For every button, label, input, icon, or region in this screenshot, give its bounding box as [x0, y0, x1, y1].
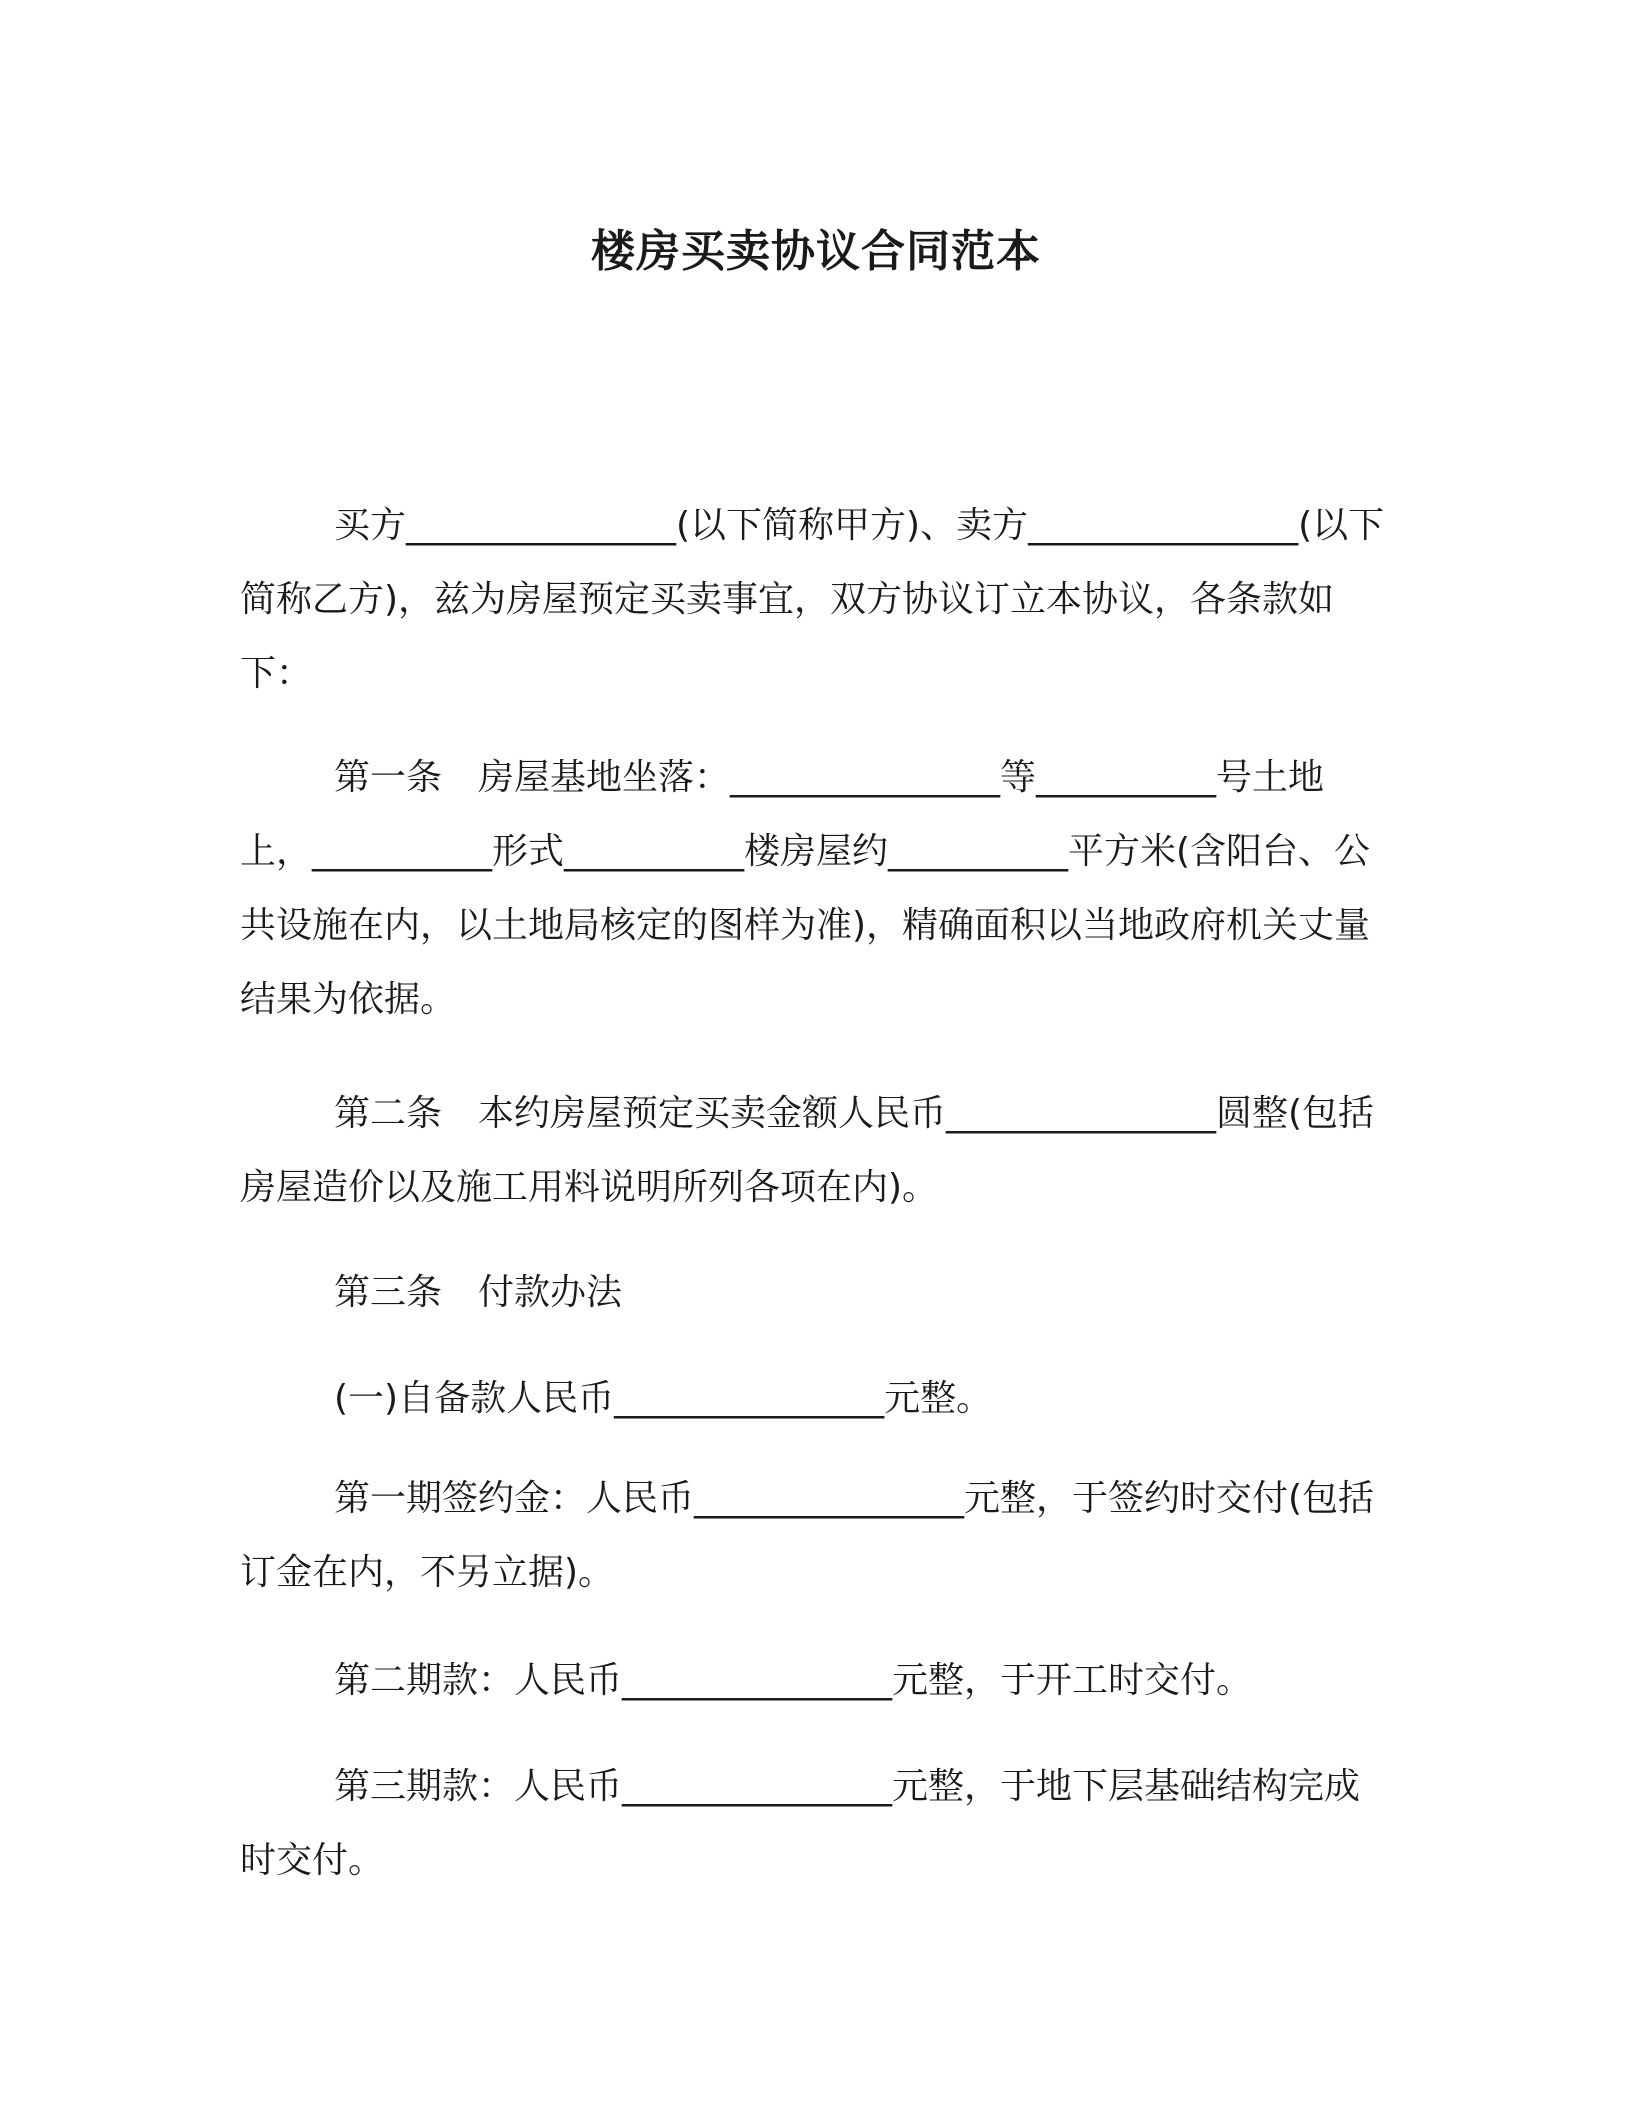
paragraph-article-2: 第二条 本约房屋预定买卖金额人民币_______________圆整(包括房屋造价以及施工用料说明所列各项在内)。 — [240, 1093, 1375, 1208]
paragraph-article-3-heading: 第三条 付款办法 — [334, 1272, 623, 1313]
paragraph-article-1: 第一条 房屋基地坐落：_______________等__________号土地上，__________形式__________楼房屋约__________平方米(含阳台、公共设施在内，以土地局核定的图样为准)，精确面积以当地政府机关丈量结果为依据。 — [240, 757, 1371, 1020]
paragraph-parties: 买方_______________(以下简称甲方)、卖方_______________(以下简称乙方)，兹为房屋预定买卖事宜，双方协议订立本协议，各条款如下： — [240, 505, 1385, 694]
document-title: 楼房买卖协议合同范本 — [591, 226, 1041, 277]
paragraph-self-funded: (一)自备款人民币_______________元整。 — [334, 1378, 993, 1419]
paragraph-installment-2: 第二期款：人民币_______________元整，于开工时交付。 — [334, 1660, 1253, 1701]
paragraph-installment-1: 第一期签约金：人民币_______________元整，于签约时交付(包括订金在内，不另立据)。 — [240, 1478, 1375, 1593]
paragraph-installment-3: 第三期款：人民币_______________元整，于地下层基础结构完成时交付。 — [240, 1766, 1361, 1881]
